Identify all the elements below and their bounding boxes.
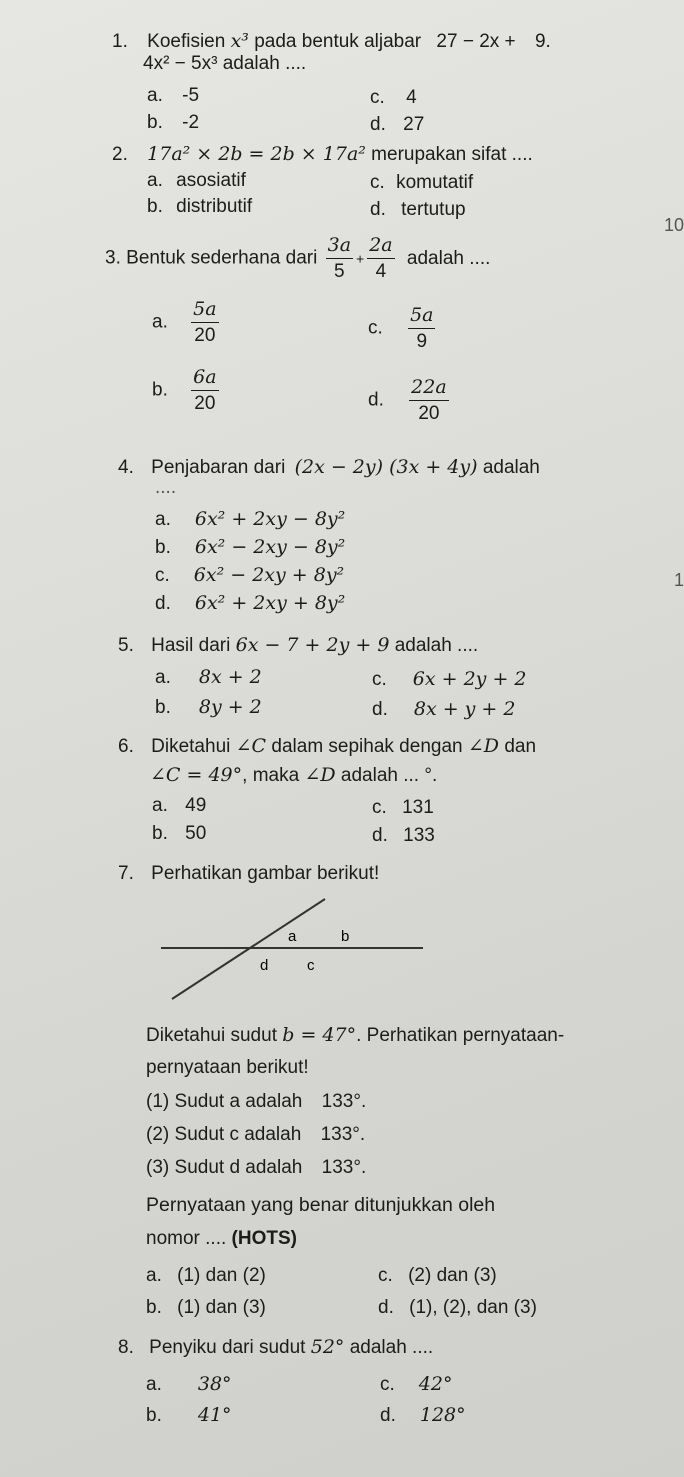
- q6-text-c: dan: [504, 736, 537, 757]
- q7-label-d: d: [260, 957, 269, 974]
- q6-option-a[interactable]: a. 49: [152, 795, 207, 816]
- margin-mark-1: 1: [674, 570, 684, 590]
- q8-option-c[interactable]: c. 42°: [380, 1373, 453, 1395]
- q5-tail: adalah ....: [394, 635, 479, 656]
- q5-option-d[interactable]: d. 8x + y + 2: [372, 698, 516, 720]
- q4-option-a[interactable]: a. 6x² + 2xy − 8y²: [155, 508, 346, 530]
- q6-stem-line1: [118, 737, 536, 756]
- q6-option-b[interactable]: b. 50: [152, 823, 207, 844]
- q1-expression-end: 9.: [534, 31, 551, 52]
- q1-stem-line1: [112, 32, 551, 51]
- q4-expression: (2x − 2y) (3x + 4y): [294, 456, 478, 478]
- q5-option-b[interactable]: b. 8y + 2: [155, 696, 262, 718]
- q6-angle-d: ∠D: [467, 735, 500, 757]
- q3-stem: [105, 236, 490, 281]
- q2-option-b[interactable]: b. distributif: [147, 196, 253, 217]
- q3-text: Bentuk sederhana dari: [126, 247, 318, 269]
- q5-number: 5.: [118, 635, 134, 656]
- q5-option-c[interactable]: c. 6x + 2y + 2: [372, 668, 527, 690]
- q2-option-c[interactable]: c. komutatif: [370, 172, 474, 193]
- q3-fraction-1: $\frac{3a}{5}$: [327, 234, 352, 282]
- q2-option-d[interactable]: d. tertutup: [370, 199, 466, 220]
- q1-text-b: pada bentuk aljabar: [254, 31, 422, 52]
- q1-stem-line2: [143, 54, 306, 73]
- margin-mark-10: 10: [664, 215, 684, 235]
- q1-term: x³: [230, 30, 249, 52]
- q8-angle: 52°: [310, 1336, 345, 1358]
- q4-text: Penjabaran dari: [151, 457, 286, 478]
- q8-tail: adalah ....: [349, 1337, 434, 1358]
- q7-number: 7.: [118, 863, 134, 884]
- q7-hots-badge: (HOTS): [231, 1228, 297, 1249]
- q4-option-d[interactable]: d. 6x² + 2xy + 8y²: [155, 592, 346, 614]
- q1-text: Koefisien: [147, 31, 226, 52]
- q7-statement-1: (1) Sudut a adalah 133°.: [146, 1091, 367, 1112]
- q2-option-a[interactable]: a. asosiatif: [147, 170, 246, 191]
- q8-text: Penyiku dari sudut: [149, 1337, 306, 1358]
- q7-question-line2: nomor .... (HOTS): [146, 1228, 297, 1249]
- q7-stem: [118, 864, 379, 883]
- q7-question-line1: Pernyataan yang benar ditunjukkan oleh: [146, 1194, 496, 1216]
- q8-option-b[interactable]: b. 41°: [146, 1404, 232, 1426]
- q4-option-b[interactable]: b. 6x² − 2xy − 8y²: [155, 536, 346, 558]
- q7-given-line1: Diketahui sudut b = 47°. Perhatikan pernyataan-: [146, 1024, 565, 1046]
- q6-stem-line2: ∠C = 49°, maka ∠D adalah ... °.: [150, 764, 438, 786]
- q5-expression: 6x − 7 + 2y + 9: [235, 634, 390, 656]
- q7-label-c: c: [307, 957, 315, 974]
- q7-label-b: b: [341, 928, 350, 945]
- q7-statement-3: (3) Sudut d adalah 133°.: [146, 1157, 367, 1178]
- q5-stem: [118, 636, 478, 655]
- q1-tail: adalah ....: [222, 53, 307, 74]
- q6-given: ∠C = 49°: [150, 764, 243, 786]
- q4-number: 4.: [118, 457, 134, 478]
- q4-option-c[interactable]: c. 6x² − 2xy + 8y²: [155, 564, 345, 586]
- q6-number: 6.: [118, 736, 134, 757]
- q3-plus: +: [356, 250, 365, 267]
- q7-statement-2: (2) Sudut c adalah 133°.: [146, 1124, 366, 1145]
- q1-option-b[interactable]: b. -2: [147, 112, 200, 133]
- q1-option-c[interactable]: c. 4: [370, 87, 417, 108]
- q1-expression: 27 − 2x +: [436, 31, 516, 52]
- q7-option-b[interactable]: b. (1) dan (3): [146, 1297, 266, 1318]
- q3-number: 3.: [105, 247, 121, 269]
- q7-figure: [155, 895, 430, 1010]
- q1-option-d[interactable]: d. 27: [370, 114, 425, 135]
- q6-option-c[interactable]: c. 131: [372, 797, 434, 818]
- q2-text: merupakan sifat ....: [371, 144, 533, 165]
- q7-option-a[interactable]: a. (1) dan (2): [146, 1265, 266, 1286]
- q4-dots: ....: [155, 477, 177, 498]
- q7-label-a: a: [288, 928, 297, 945]
- q2-stem: [112, 145, 533, 164]
- q8-option-d[interactable]: d. 128°: [380, 1404, 466, 1426]
- q1-expression-line2: 4x² − 5x³: [143, 53, 218, 74]
- q7-given-expression: b = 47°: [282, 1024, 357, 1046]
- q3-tail: adalah ....: [406, 247, 491, 269]
- q1-option-a[interactable]: a. -5: [147, 85, 200, 106]
- q7-intro: Perhatikan gambar berikut!: [151, 863, 380, 884]
- q3-option-a[interactable]: a. $\frac{5a}{20}$: [152, 298, 217, 346]
- q5-text: Hasil dari: [151, 635, 231, 656]
- q8-stem: [118, 1338, 433, 1357]
- q3-option-d[interactable]: d. $\frac{22a}{20}$: [368, 376, 447, 424]
- q7-option-c[interactable]: c. (2) dan (3): [378, 1265, 497, 1286]
- q8-option-a[interactable]: a. 38°: [146, 1373, 232, 1395]
- q5-option-a[interactable]: a. 8x + 2: [155, 666, 262, 688]
- q8-number: 8.: [118, 1337, 134, 1358]
- q7-given-line2: pernyataan berikut!: [146, 1057, 309, 1078]
- q2-expression: 17a² × 2b = 2b × 17a²: [147, 143, 366, 165]
- q3-option-c[interactable]: c. $\frac{5a}{9}$: [368, 304, 434, 352]
- q4-stem: [118, 458, 540, 477]
- q3-option-b[interactable]: b. $\frac{6a}{20}$: [152, 366, 217, 414]
- q4-tail: adalah: [482, 457, 540, 478]
- q3-fraction-2: $\frac{2a}{4}$: [369, 234, 393, 282]
- q1-number: 1.: [112, 31, 128, 52]
- q6-text: Diketahui: [151, 736, 231, 757]
- q6-option-d[interactable]: d. 133: [372, 825, 435, 846]
- q6-text-b: dalam sepihak dengan: [271, 736, 463, 757]
- q6-angle-c: ∠C: [235, 735, 267, 757]
- q7-option-d[interactable]: d. (1), (2), dan (3): [378, 1297, 537, 1318]
- q2-number: 2.: [112, 144, 128, 165]
